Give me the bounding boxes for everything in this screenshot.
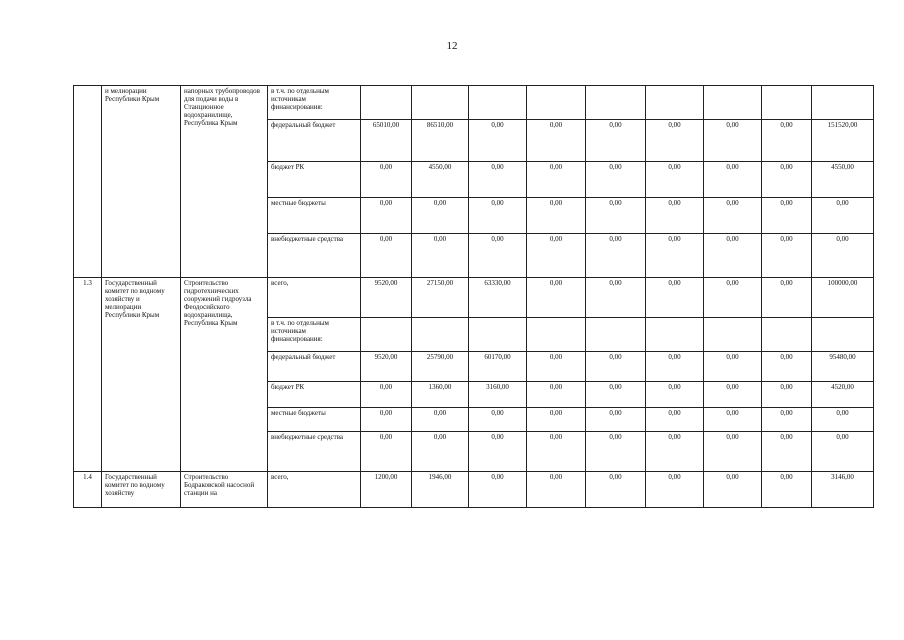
value-cell: 0,00: [762, 162, 812, 198]
value-cell: 0,00: [469, 432, 527, 472]
value-cell: [469, 86, 527, 120]
value-cell: [527, 86, 586, 120]
value-cell: 0,00: [762, 352, 812, 382]
value-cell: 0,00: [361, 382, 412, 408]
total-cell: 0,00: [812, 198, 874, 234]
value-cell: 0,00: [412, 234, 469, 278]
total-cell: 0,00: [812, 234, 874, 278]
row-index: 1.3: [74, 278, 102, 472]
total-cell: 0,00: [812, 432, 874, 472]
value-cell: 0,00: [527, 162, 586, 198]
total-cell: 4550,00: [812, 162, 874, 198]
table-row: [74, 278, 874, 318]
value-cell: [646, 86, 704, 120]
value-cell: 0,00: [361, 234, 412, 278]
funding-source-cell: федеральный бюджет: [268, 120, 361, 162]
value-cell: 0,00: [586, 162, 646, 198]
value-cell: 3160,00: [469, 382, 527, 408]
value-cell: [704, 318, 762, 352]
funding-source-cell: местные бюджеты: [268, 198, 361, 234]
funding-source-cell: федеральный бюджет: [268, 352, 361, 382]
value-cell: 0,00: [527, 382, 586, 408]
total-cell: 3146,00: [812, 472, 874, 508]
value-cell: 0,00: [586, 120, 646, 162]
value-cell: 0,00: [704, 234, 762, 278]
executor-cell: Государственный комитет по водному хозяйству и мелиорации Республики Крым: [102, 278, 181, 472]
value-cell: 0,00: [361, 162, 412, 198]
funding-source-cell: внебюджетные средства: [268, 234, 361, 278]
value-cell: 25790,00: [412, 352, 469, 382]
funding-source-cell: бюджет РК: [268, 162, 361, 198]
value-cell: 0,00: [704, 472, 762, 508]
value-cell: 0,00: [527, 120, 586, 162]
activity-cell: Строительство гидротехнических сооружений гидроузла Феодосийского водохранилища, Республика Крым: [181, 278, 268, 472]
value-cell: 0,00: [704, 198, 762, 234]
value-cell: [361, 86, 412, 120]
value-cell: [646, 318, 704, 352]
value-cell: 0,00: [646, 162, 704, 198]
executor-cell: и мелиорации Республики Крым: [102, 86, 181, 278]
value-cell: 0,00: [704, 382, 762, 408]
value-cell: 0,00: [704, 432, 762, 472]
value-cell: 0,00: [704, 162, 762, 198]
value-cell: 0,00: [586, 382, 646, 408]
funding-source-cell: всего,: [268, 278, 361, 318]
value-cell: 0,00: [469, 162, 527, 198]
value-cell: [762, 318, 812, 352]
value-cell: 0,00: [469, 120, 527, 162]
value-cell: 0,00: [762, 408, 812, 432]
value-cell: 1946,00: [412, 472, 469, 508]
value-cell: 0,00: [646, 432, 704, 472]
value-cell: 0,00: [361, 198, 412, 234]
activity-cell: Строительство Бодраковской насосной станции на: [181, 472, 268, 508]
value-cell: 0,00: [469, 408, 527, 432]
value-cell: [704, 86, 762, 120]
value-cell: [586, 318, 646, 352]
row-index: [74, 86, 102, 278]
value-cell: 0,00: [762, 198, 812, 234]
executor-cell: Государственный комитет по водному хозяйству: [102, 472, 181, 508]
value-cell: [412, 86, 469, 120]
table-row: [74, 472, 874, 508]
value-cell: 0,00: [646, 234, 704, 278]
value-cell: 9520,00: [361, 278, 412, 318]
total-cell: 0,00: [812, 408, 874, 432]
value-cell: 0,00: [527, 278, 586, 318]
value-cell: 0,00: [762, 472, 812, 508]
value-cell: 86510,00: [412, 120, 469, 162]
value-cell: 4550,00: [412, 162, 469, 198]
value-cell: 0,00: [646, 120, 704, 162]
value-cell: 0,00: [646, 408, 704, 432]
value-cell: 0,00: [762, 382, 812, 408]
value-cell: 0,00: [412, 432, 469, 472]
value-cell: 0,00: [646, 198, 704, 234]
value-cell: [762, 86, 812, 120]
total-cell: [812, 86, 874, 120]
value-cell: 60170,00: [469, 352, 527, 382]
value-cell: 0,00: [704, 120, 762, 162]
value-cell: 0,00: [361, 432, 412, 472]
value-cell: [527, 318, 586, 352]
funding-source-cell: всего,: [268, 472, 361, 508]
activity-cell: напорных трубопроводов для подачи воды в Станционное водохранилище, Республика Крым: [181, 86, 268, 278]
value-cell: 0,00: [704, 408, 762, 432]
value-cell: 0,00: [586, 234, 646, 278]
value-cell: 0,00: [412, 198, 469, 234]
table-row: [74, 86, 874, 120]
total-cell: 4520,00: [812, 382, 874, 408]
value-cell: 0,00: [762, 432, 812, 472]
funding-source-cell: в т.ч. по отдельным источникам финансирования:: [268, 86, 361, 120]
value-cell: [469, 318, 527, 352]
value-cell: 0,00: [527, 352, 586, 382]
page-number: 12: [446, 40, 458, 52]
value-cell: 0,00: [762, 234, 812, 278]
value-cell: 0,00: [704, 278, 762, 318]
funding-source-cell: бюджет РК: [268, 382, 361, 408]
value-cell: 0,00: [469, 234, 527, 278]
value-cell: 0,00: [527, 408, 586, 432]
funding-source-cell: в т.ч. по отдельным источникам финансирования:: [268, 318, 361, 352]
value-cell: 0,00: [586, 278, 646, 318]
value-cell: 0,00: [646, 382, 704, 408]
value-cell: 1200,00: [361, 472, 412, 508]
value-cell: 0,00: [646, 352, 704, 382]
value-cell: 65010,00: [361, 120, 412, 162]
value-cell: 0,00: [646, 278, 704, 318]
value-cell: 0,00: [527, 472, 586, 508]
value-cell: 0,00: [469, 472, 527, 508]
value-cell: 0,00: [469, 198, 527, 234]
value-cell: 0,00: [646, 472, 704, 508]
value-cell: 27150,00: [412, 278, 469, 318]
value-cell: 0,00: [527, 198, 586, 234]
funding-source-cell: местные бюджеты: [268, 408, 361, 432]
value-cell: 0,00: [586, 352, 646, 382]
value-cell: 63330,00: [469, 278, 527, 318]
row-index: 1.4: [74, 472, 102, 508]
total-cell: 95480,00: [812, 352, 874, 382]
funding-source-cell: внебюджетные средства: [268, 432, 361, 472]
value-cell: 0,00: [762, 120, 812, 162]
value-cell: 1360,00: [412, 382, 469, 408]
value-cell: 9520,00: [361, 352, 412, 382]
value-cell: 0,00: [704, 352, 762, 382]
value-cell: [412, 318, 469, 352]
funding-table: [73, 85, 874, 508]
value-cell: 0,00: [586, 408, 646, 432]
value-cell: 0,00: [361, 408, 412, 432]
value-cell: [361, 318, 412, 352]
value-cell: 0,00: [586, 472, 646, 508]
value-cell: 0,00: [527, 234, 586, 278]
value-cell: 0,00: [762, 278, 812, 318]
value-cell: 0,00: [586, 432, 646, 472]
value-cell: 0,00: [412, 408, 469, 432]
total-cell: 151520,00: [812, 120, 874, 162]
total-cell: [812, 318, 874, 352]
total-cell: 100000,00: [812, 278, 874, 318]
value-cell: 0,00: [586, 198, 646, 234]
value-cell: [586, 86, 646, 120]
value-cell: 0,00: [527, 432, 586, 472]
